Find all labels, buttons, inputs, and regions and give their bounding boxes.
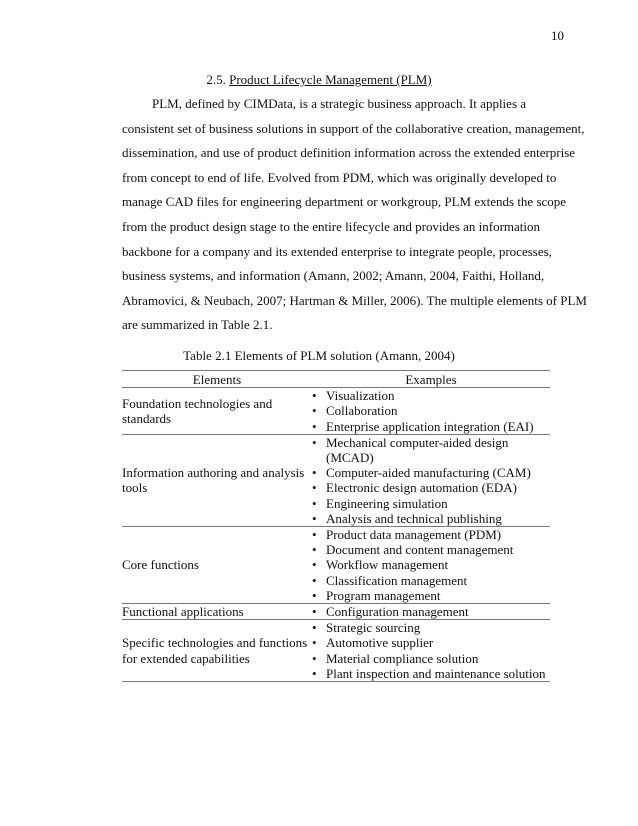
element-cell: Functional applications — [122, 604, 312, 620]
paragraph-line: are summarized in Table 2.1. — [122, 317, 273, 333]
column-header-elements: Elements — [122, 371, 312, 388]
table-caption: Table 2.1 Elements of PLM solution (Amann, 2004) — [183, 348, 455, 363]
element-cell: Specific technologies and functions for extended capabilities — [122, 620, 312, 682]
example-item: • Product data management (PDM) — [312, 527, 550, 542]
example-item: • Visualization — [312, 388, 550, 403]
example-item: • Analysis and technical publishing — [312, 511, 550, 526]
section-number: 2.5. — [206, 72, 226, 87]
table-row — [122, 620, 550, 682]
example-item: • Classification management — [312, 573, 550, 588]
paragraph-line: dissemination, and use of product definition information across the extended enterprise — [122, 145, 576, 161]
body-paragraph — [122, 92, 587, 338]
example-item: • Collaboration — [312, 403, 550, 418]
example-item: • Engineering simulation — [312, 496, 550, 511]
element-cell: Information authoring and analysis tools — [122, 434, 312, 526]
paragraph-line: business systems, and information (Amann, 2002; Amann, 2004, Faithi, Holland, — [122, 268, 545, 284]
example-item: • Mechanical computer-aided design (MCAD) — [312, 435, 550, 465]
element-cell: Foundation technologies and standards — [122, 388, 312, 435]
examples-list — [312, 388, 550, 434]
example-item: • Program management — [312, 588, 550, 603]
column-header-examples: Examples — [312, 371, 550, 388]
example-item: • Plant inspection and maintenance solution — [312, 666, 550, 681]
examples-cell — [312, 604, 550, 620]
examples-cell — [312, 434, 550, 526]
example-item: • Document and content management — [312, 542, 550, 557]
example-item: • Enterprise application integration (EAI) — [312, 419, 550, 434]
paragraph-line: from the product design stage to the entire lifecycle and provides an information — [122, 218, 541, 234]
element-cell: Core functions — [122, 527, 312, 604]
example-item: • Electronic design automation (EDA) — [312, 480, 550, 495]
table-header-row — [122, 371, 550, 388]
table-row — [122, 434, 550, 526]
table-row — [122, 604, 550, 620]
example-item: • Strategic sourcing — [312, 620, 550, 635]
example-item: • Computer-aided manufacturing (CAM) — [312, 465, 550, 480]
examples-list — [312, 620, 550, 681]
examples-cell — [312, 388, 550, 435]
plm-elements-table — [122, 370, 550, 682]
examples-list — [312, 527, 550, 603]
paragraph-line: manage CAD files for engineering department or workgroup, PLM extends the scope — [122, 194, 567, 210]
example-item: • Automotive supplier — [312, 635, 550, 650]
section-title: Product Lifecycle Management (PLM) — [229, 72, 432, 87]
examples-cell — [312, 527, 550, 604]
page-number: 10 — [551, 28, 564, 43]
paragraph-line: PLM, defined by CIMData, is a strategic business approach. It applies a — [152, 96, 527, 111]
paragraph-line: from concept to end of life. Evolved from PDM, which was originally developed to — [122, 169, 557, 185]
paragraph-line: consistent set of business solutions in support of the collaborative creation, management, — [122, 120, 585, 136]
table-row — [122, 527, 550, 604]
examples-cell — [312, 620, 550, 682]
examples-list — [312, 435, 550, 526]
example-item: • Material compliance solution — [312, 651, 550, 666]
section-heading — [0, 72, 638, 88]
example-item: • Configuration management — [312, 604, 550, 619]
examples-list — [312, 604, 550, 619]
table-row — [122, 388, 550, 435]
example-item: • Workflow management — [312, 557, 550, 572]
paragraph-line: backbone for a company and its extended enterprise to integrate people, processes, — [122, 243, 552, 259]
paragraph-line: Abramovici, & Neubach, 2007; Hartman & Miller, 2006). The multiple elements of PLM — [122, 292, 587, 308]
